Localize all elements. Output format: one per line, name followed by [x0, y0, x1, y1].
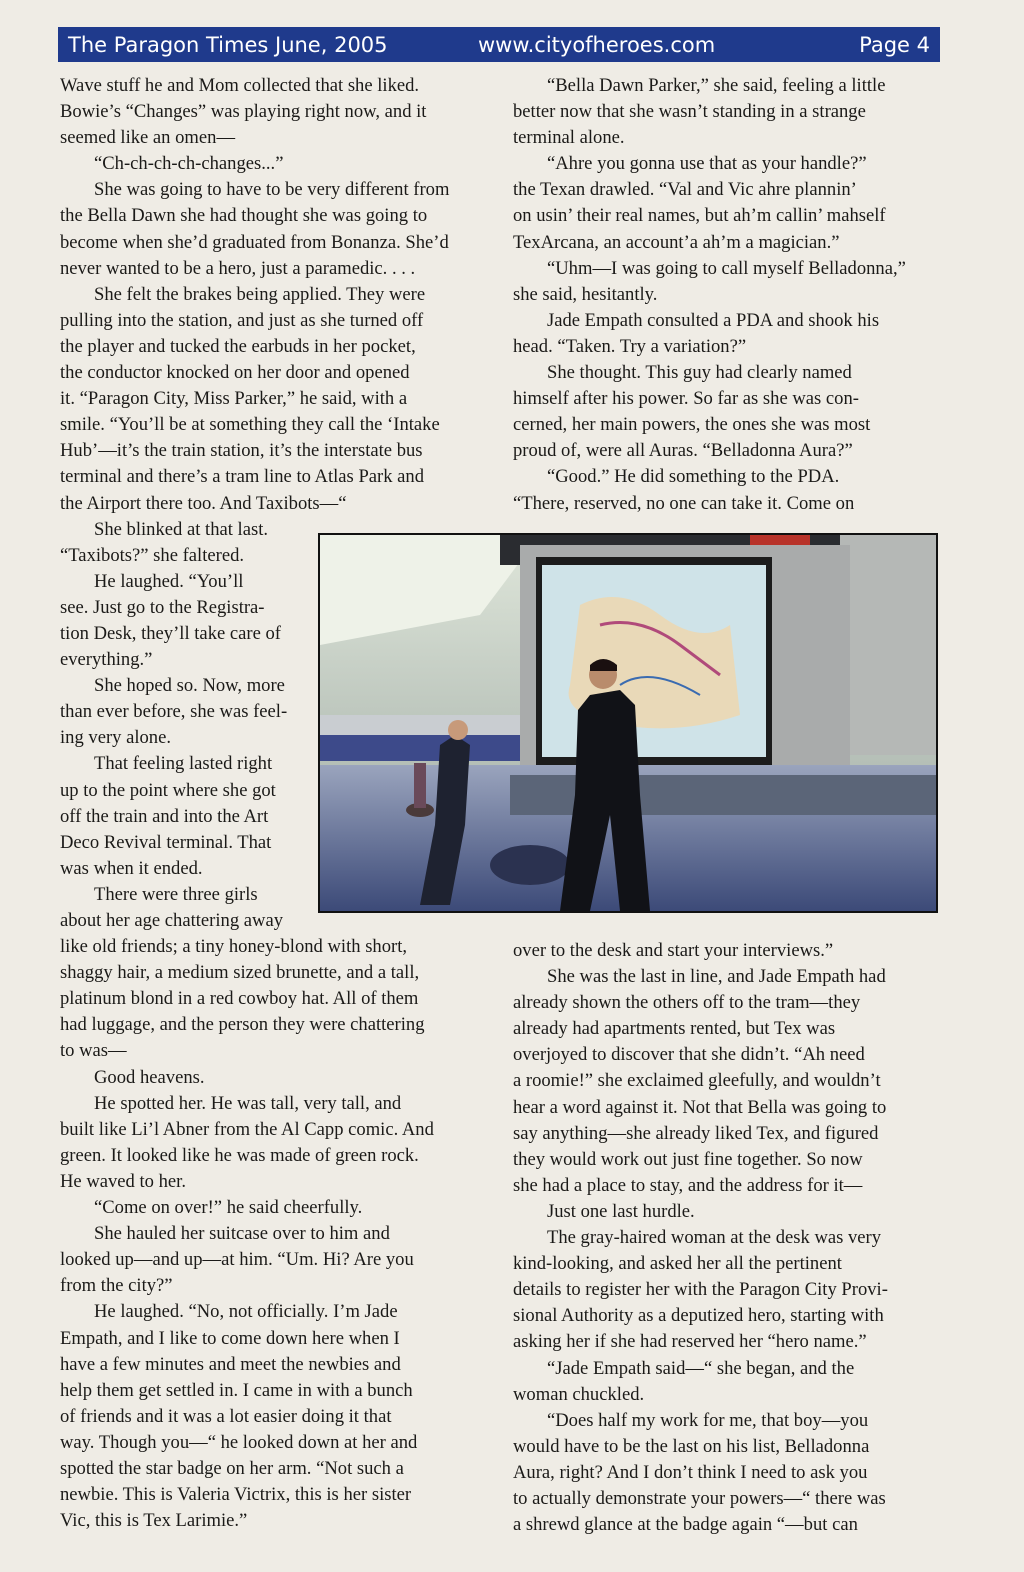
text-line: better now that she wasn’t standing in a strange — [513, 101, 866, 123]
text-line: He waved to her. — [60, 1170, 186, 1192]
paragraph — [60, 1065, 490, 1091]
text-line: seemed like an omen— — [60, 127, 236, 149]
text-line: “Bella Dawn Parker,” she said, feeling a little — [547, 75, 886, 96]
text-line: “Ch-ch-ch-ch-changes...” — [94, 153, 284, 175]
text-line: woman chuckled. — [513, 1383, 645, 1405]
text-line: was when it ended. — [60, 857, 203, 879]
text-line: would have to be the last on his list, Belladonna — [513, 1435, 870, 1457]
text-line: “Ahre you gonna use that as your handle?” — [547, 153, 867, 175]
paragraph — [513, 1225, 941, 1355]
text-line: help them get settled in. I came in with a bunch — [60, 1379, 413, 1401]
text-line: say anything—she already liked Tex, and figured — [513, 1122, 879, 1144]
text-line: “Come on over!” he said cheerfully. — [94, 1197, 363, 1219]
text-line: Deco Revival terminal. That — [60, 831, 272, 853]
text-line: Aura, right? And I don’t think I need to ask you — [513, 1461, 868, 1483]
text-line: she said, hesitantly. — [513, 283, 658, 305]
text-line: it. “Paragon City, Miss Parker,” he said, with a — [60, 388, 408, 410]
text-line: off the train and into the Art — [60, 805, 269, 827]
text-line: become when she’d graduated from Bonanza. She’d — [60, 231, 449, 253]
text-line: There were three girls — [94, 883, 258, 905]
text-line: She hoped so. Now, more — [94, 675, 285, 697]
text-line: already shown the others off to the tram—they — [513, 992, 861, 1014]
text-line: She was the last in line, and Jade Empath had — [547, 966, 886, 988]
text-line: to was— — [60, 1040, 127, 1062]
text-line: himself after his power. So far as she was con- — [513, 388, 859, 410]
text-line: Just one last hurdle. — [547, 1200, 695, 1222]
text-line: green. It looked like he was made of green rock. — [60, 1144, 419, 1166]
text-line: “Good.” He did something to the PDA. — [547, 466, 840, 488]
text-line: The gray-haired woman at the desk was very — [547, 1227, 882, 1249]
text-line: TexArcana, an account’a ah’m a magician.” — [513, 231, 840, 253]
paragraph — [513, 1356, 941, 1408]
paragraph — [513, 256, 941, 308]
text-line: “Taxibots?” she faltered. — [60, 544, 245, 566]
text-line: about her age chattering away — [60, 910, 284, 931]
text-line: terminal alone. — [513, 127, 625, 149]
text-line: Empath, and I like to come down here when I — [60, 1327, 400, 1349]
text-line: spotted the star badge on her arm. “Not such a — [60, 1457, 404, 1479]
text-line: kind-looking, and asked her all the pertinent — [513, 1253, 842, 1275]
paragraph — [513, 308, 941, 360]
text-line: from the city?” — [60, 1275, 173, 1297]
text-line: overjoyed to discover that she didn’t. “Ah need — [513, 1044, 865, 1066]
text-line: on usin’ their real names, but ah’m callin’ mahself — [513, 205, 886, 227]
paragraph — [513, 964, 941, 1199]
text-line: head. “Taken. Try a variation?” — [513, 335, 747, 357]
paragraph — [513, 1199, 941, 1225]
paragraph — [60, 282, 490, 517]
text-line: platinum blond in a red cowboy hat. All of them — [60, 988, 419, 1010]
newsletter-title: The Paragon Times June, 2005 — [68, 32, 388, 57]
text-line: up to the point where she got — [60, 779, 276, 801]
text-line: had luggage, and the person they were chattering — [60, 1014, 425, 1036]
text-line: ing very alone. — [60, 727, 172, 749]
text-line: over to the desk and start your interviews.” — [513, 940, 834, 961]
page-header — [58, 27, 940, 62]
paragraph — [60, 151, 490, 177]
text-line: He spotted her. He was tall, very tall, and — [94, 1092, 402, 1114]
paragraph — [60, 1195, 490, 1221]
paragraph — [60, 1221, 490, 1299]
text-line: Hub’—it’s the train station, it’s the interstate bus — [60, 440, 423, 462]
text-line: She felt the brakes being applied. They were — [94, 283, 426, 305]
text-line: Good heavens. — [94, 1066, 205, 1088]
paragraph — [513, 360, 941, 464]
paragraph — [513, 1408, 941, 1538]
paragraph — [60, 1299, 490, 1534]
text-line: than ever before, she was feel- — [60, 701, 288, 723]
game-screenshot — [318, 533, 938, 913]
page-number: Page 4 — [859, 32, 930, 57]
text-line: see. Just go to the Registra- — [60, 596, 265, 618]
text-line: hear a word against it. Not that Bella was going to — [513, 1096, 887, 1118]
text-line: to actually demonstrate your powers—“ there was — [513, 1487, 886, 1509]
text-line: newbie. This is Valeria Victrix, this is her sister — [60, 1484, 412, 1506]
text-line: they would work out just fine together. So now — [513, 1148, 863, 1170]
text-line: already had apartments rented, but Tex was — [513, 1018, 836, 1040]
text-line: She was going to have to be very different from — [94, 179, 450, 201]
text-line: everything.” — [60, 649, 153, 671]
website-url: www.cityofheroes.com — [478, 32, 716, 57]
text-line: have a few minutes and meet the newbies and — [60, 1353, 401, 1375]
text-line: Vic, this is Tex Larimie.” — [60, 1510, 248, 1532]
text-line: “Does half my work for me, that boy—you — [547, 1409, 869, 1431]
text-line: way. Though you—“ he looked down at her and — [60, 1431, 418, 1453]
text-line: cerned, her main powers, the ones she was most — [513, 414, 871, 436]
text-line: details to register her with the Paragon City Provi- — [513, 1279, 888, 1301]
paragraph — [513, 938, 941, 964]
text-line: She blinked at that last. — [94, 518, 269, 540]
right-column-top — [513, 73, 941, 517]
text-line: she had a place to stay, and the address for it— — [513, 1174, 863, 1196]
text-line: He laughed. “You’ll — [94, 570, 244, 592]
text-line: smile. “You’ll be at something they call the ‘Intake — [60, 414, 440, 436]
text-line: never wanted to be a hero, just a paramedic. . . . — [60, 257, 416, 279]
text-line: Wave stuff he and Mom collected that she liked. — [60, 75, 420, 96]
text-line: a roomie!” she exclaimed gleefully, and wouldn’t — [513, 1070, 881, 1092]
text-line: looked up—and up—at him. “Um. Hi? Are you — [60, 1249, 414, 1271]
text-line: “There, reserved, no one can take it. Come on — [513, 492, 855, 514]
text-line: shaggy hair, a medium sized brunette, and a tall, — [60, 962, 420, 984]
paragraph — [60, 1091, 490, 1195]
text-line: terminal and there’s a tram line to Atlas Park and — [60, 466, 425, 488]
text-line: built like Li’l Abner from the Al Capp comic. And — [60, 1118, 434, 1140]
text-line: Bowie’s “Changes” was playing right now, and it — [60, 101, 427, 123]
text-line: pulling into the station, and just as she turned off — [60, 309, 424, 331]
text-line: sional Authority as a deputized hero, starting with — [513, 1305, 884, 1327]
text-line: of friends and it was a lot easier doing it that — [60, 1405, 392, 1427]
text-line: the Texan drawled. “Val and Vic ahre plannin’ — [513, 179, 857, 201]
text-line: She thought. This guy had clearly named — [547, 362, 852, 384]
text-line: She hauled her suitcase over to him and — [94, 1223, 390, 1245]
paragraph — [513, 151, 941, 255]
text-line: tion Desk, they’ll take care of — [60, 622, 281, 644]
text-line: He laughed. “No, not officially. I’m Jade — [94, 1301, 398, 1323]
text-line: the player and tucked the earbuds in her pocket, — [60, 335, 416, 357]
text-line: “Uhm—I was going to call myself Belladonna,” — [547, 257, 906, 279]
text-line: the Bella Dawn she had thought she was going to — [60, 205, 428, 227]
text-line: a shrewd glance at the badge again “—but can — [513, 1514, 858, 1536]
text-line: proud of, were all Auras. “Belladonna Aura?” — [513, 440, 853, 462]
text-line: like old friends; a tiny honey-blond with short, — [60, 936, 408, 958]
paragraph — [513, 73, 941, 151]
text-line: Jade Empath consulted a PDA and shook his — [547, 309, 880, 331]
right-column-bottom — [513, 938, 941, 1538]
text-line: “Jade Empath said—“ she began, and the — [547, 1357, 855, 1379]
paragraph — [60, 73, 490, 151]
paragraph — [60, 177, 490, 281]
paragraph — [513, 464, 941, 516]
text-line: That feeling lasted right — [94, 753, 273, 775]
text-line: the Airport there too. And Taxibots—“ — [60, 492, 347, 514]
text-line: the conductor knocked on her door and opened — [60, 362, 410, 384]
terminal-scene-illustration — [320, 535, 936, 911]
text-line: asking her if she had reserved her “hero name.” — [513, 1331, 867, 1353]
